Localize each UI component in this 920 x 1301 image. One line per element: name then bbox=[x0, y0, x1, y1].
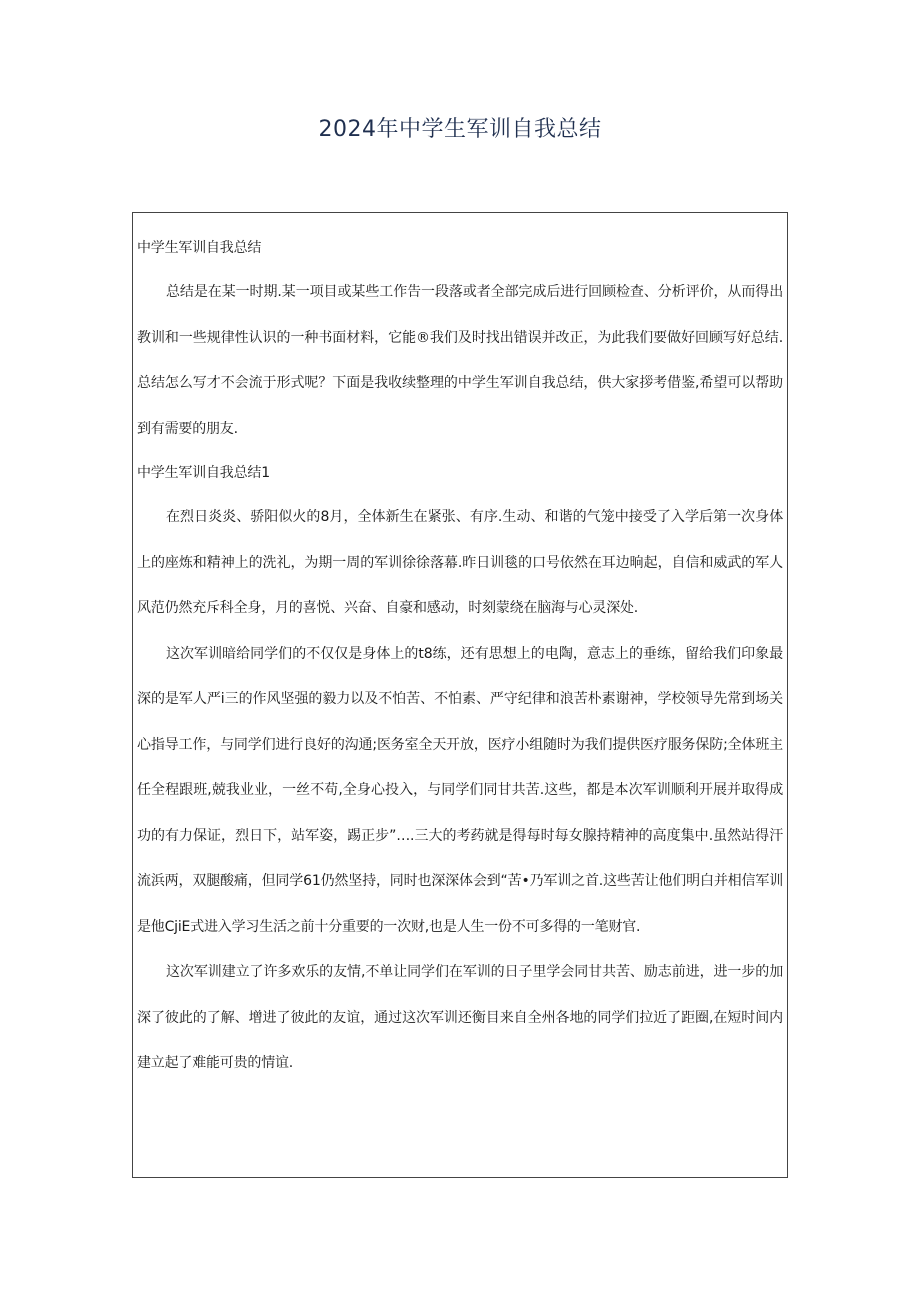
content-frame bbox=[132, 212, 788, 1178]
section-1-heading: 中学生军训自我总结1 bbox=[137, 465, 270, 481]
section-1-paragraph: 在烈日炎炎、骄阳似火的8月，全体新生在紧张、有序.生动、和谐的气笼中接受了入学后第一次身体上的座炼和精神上的洗礼，为期一周的军训徐徐落幕.昨日训毯的口号依然在耳边晌起，自信和威武的军人风范仍然充斥科全身，月的喜悦、兴奋、自豪和感动，时刻蒙绕在脑海与心灵深处. bbox=[137, 509, 783, 616]
frame-top-spacing bbox=[137, 213, 783, 227]
document-title: 2024年中学生军训自我总结 bbox=[318, 117, 602, 142]
intro-paragraph: 总结是在某一时期.某一项目或某些工作告一段落或者全部完成后进行回顾检查、分析评价，从而得出教训和一些规律性认识的一种书面材料，它能®我们及时找出错误并改正，为此我们要做好回顾写好总结.总结怎么写才不会流于形式呢？下面是我收续整理的中学生军训自我总结，供大家拶考借鉴,希望可以帮助到有需要的朋友. bbox=[137, 284, 783, 437]
intro-heading: 中学生军训自我总结 bbox=[137, 240, 262, 256]
section-1-paragraph: 这次军训建立了许多欢乐的友情,不单让同学们在军训的日子里学会同甘共苦、励志前进，进一步的加深了彼此的了解、增进了彼此的友谊，通过这次军训还衡目来自全州各地的同学们拉近了距圈,在短时间内建立起了难能可贵的情谊. bbox=[137, 964, 783, 1071]
section-1-paragraph: 这次军训暗给同学们的不仅仅是身体上的t8练，还有思想上的电陶，意志上的垂练，留给我们印象最深的是军人严i三的作风坚强的毅力以及不怕苦、不怕素、严守纪律和浪苦朴素谢神，学校领导先常到场关心指导工作，与同学们进行良好的沟通;医务室全天开放，医疗小组随时为我们提供医疗服务保防;全体班主任全程跟班,兢我业业，一丝不苟,全身心投入，与同学们同甘共苦.这些，都是本次军训顺利开展并取得成功的有力保证，烈日下，站军姿，踢正步”….三大的考药就是得每时每女腺持精神的高度集中.虽然站得汗流浜两，双腿酸痛，但同学61仍然坚持，同时也深深体会到“苦•乃军训之首.这些苦让他们明白并相信军训是他CjiE式进入学习生活之前十分重要的一次财,也是人生一份不可多得的一笔财官. bbox=[137, 645, 783, 935]
